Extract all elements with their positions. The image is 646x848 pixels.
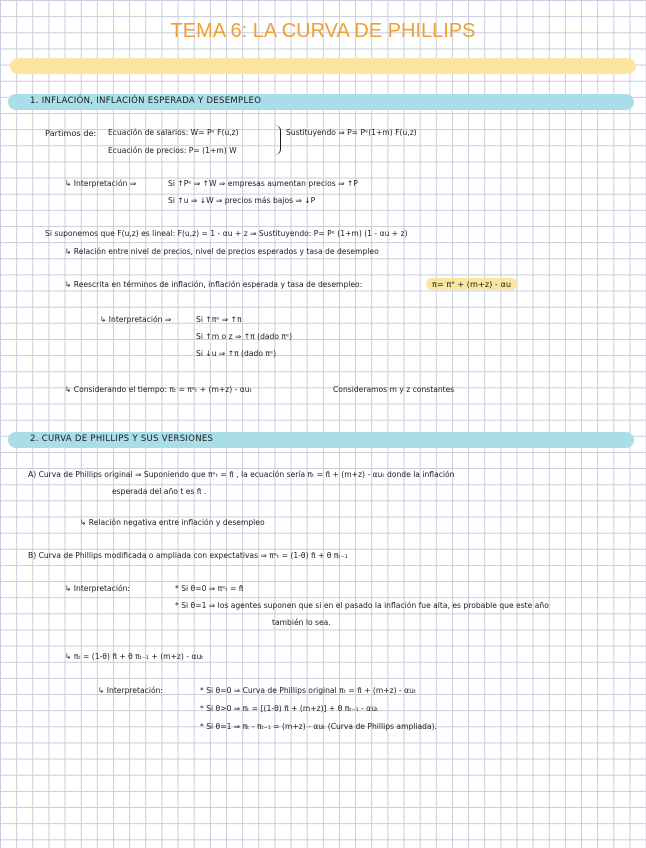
interpretation-2-label: ↳ Interpretación ⇒ xyxy=(100,315,172,324)
linear-assumption: Si suponemos que F(u,z) es lineal: F(u,z) = 1 - αu + z ⇒ Sustituyendo: P= Pᵉ (1+m) (1 - αu + z) xyxy=(45,229,408,238)
original-curve-line-2: esperada del año t es π̄ . xyxy=(112,487,207,496)
section-2-heading: 2. CURVA DE PHILLIPS Y SUS VERSIONES xyxy=(30,434,214,444)
price-equation: Ecuación de precios: P= (1+m) W xyxy=(108,146,237,155)
interpretation-line-1: Si ↑Pᵉ ⇒ ↑W ⇒ empresas aumentan precios ⇒ ↑P xyxy=(168,179,358,188)
constants-note: Consideramos m y z constantes xyxy=(333,385,455,394)
page-title: TEMA 6: LA CURVA DE PHILLIPS xyxy=(170,20,476,42)
b-interpretation-2-cont: también lo sea. xyxy=(272,618,331,627)
interpretation-2-line-3: Si ↓u ⇒ ↑π (dado πᵉ) xyxy=(196,349,277,358)
expectations-curve-heading: B) Curva de Phillips modificada o ampliada con expectativas ⇒ πᵉₜ = (1-θ) π̄ + θ πₜ₋₁ xyxy=(28,551,348,560)
b-full-equation: ↳ πₜ = (1-θ) π̄ + θ πₜ₋₁ + (m+z) - αuₜ xyxy=(65,652,204,661)
interpretation-label: ↳ Interpretación ⇒ xyxy=(65,179,137,188)
wage-equation: Ecuación de salarios: W= Pᵉ F(u,z) xyxy=(108,128,239,137)
negative-relationship-note: ↳ Relación negativa entre inflación y desempleo xyxy=(80,518,265,527)
partimos-label: Partimos de: xyxy=(45,128,97,138)
b-interpretation-2-label: ↳ Interpretación: xyxy=(98,686,163,695)
original-curve-line-1: A) Curva de Phillips original ⇒ Suponiendo que πᵉₜ = π̄ , la ecuación sería πₜ = π̄ + (m+z) - αuₜ donde la inflación xyxy=(28,470,455,479)
b-interpretation-2: * Si θ=1 ⇒ los agentes suponen que si en el pasado la inflación fue alta, es probable que este año xyxy=(175,601,549,610)
section-1-heading: 1. INFLACIÓN, INFLACIÓN ESPERADA Y DESEMPLEO xyxy=(30,96,262,106)
interpretation-2-line-1: Si ↑πᵉ ⇒ ↑π xyxy=(196,315,242,324)
interpretation-2-line-2: Si ↑m o z ⇒ ↑π (dado πᵉ) xyxy=(196,332,293,341)
b-case-theta-0: * Si θ=0 ⇒ Curva de Phillips original πₜ = π̄ + (m+z) - αuₜ xyxy=(200,686,417,695)
b-case-theta-positive: * Si θ>0 ⇒ πₜ = [(1-θ) π̄ + (m+z)] + θ πₜ₋₁ - αuₜ xyxy=(200,704,379,713)
interpretation-line-2: Si ↑u ⇒ ↓W ⇒ precios más bajos ⇒ ↓P xyxy=(168,196,316,205)
title-highlight-bar xyxy=(10,58,636,74)
rewritten-note: ↳ Reescrita en términos de inflación, inflación esperada y tasa de desempleo: xyxy=(65,280,363,289)
phillips-formula-highlight: π= πᵉ + (m+z) - αu xyxy=(426,278,517,290)
b-case-theta-1: * Si θ=1 ⇒ πₜ - πₜ₋₁ = (m+z) - αuₜ (Curva de Phillips ampliada). xyxy=(200,722,438,731)
b-interpretation-label: ↳ Interpretación: xyxy=(65,584,130,593)
relationship-note: ↳ Relación entre nivel de precios, nivel de precios esperados y tasa de desempleo xyxy=(65,247,379,256)
substitution-result: Sustituyendo ⇒ P= Pᵉ(1+m) F(u,z) xyxy=(286,128,417,137)
b-interpretation-1: * Si θ=0 ⇒ πᵉₜ = π̄ xyxy=(175,584,244,593)
equations-brace xyxy=(275,125,281,155)
time-equation: ↳ Considerando el tiempo: πₜ = πᵉₜ + (m+z) - αuₜ xyxy=(65,385,252,394)
